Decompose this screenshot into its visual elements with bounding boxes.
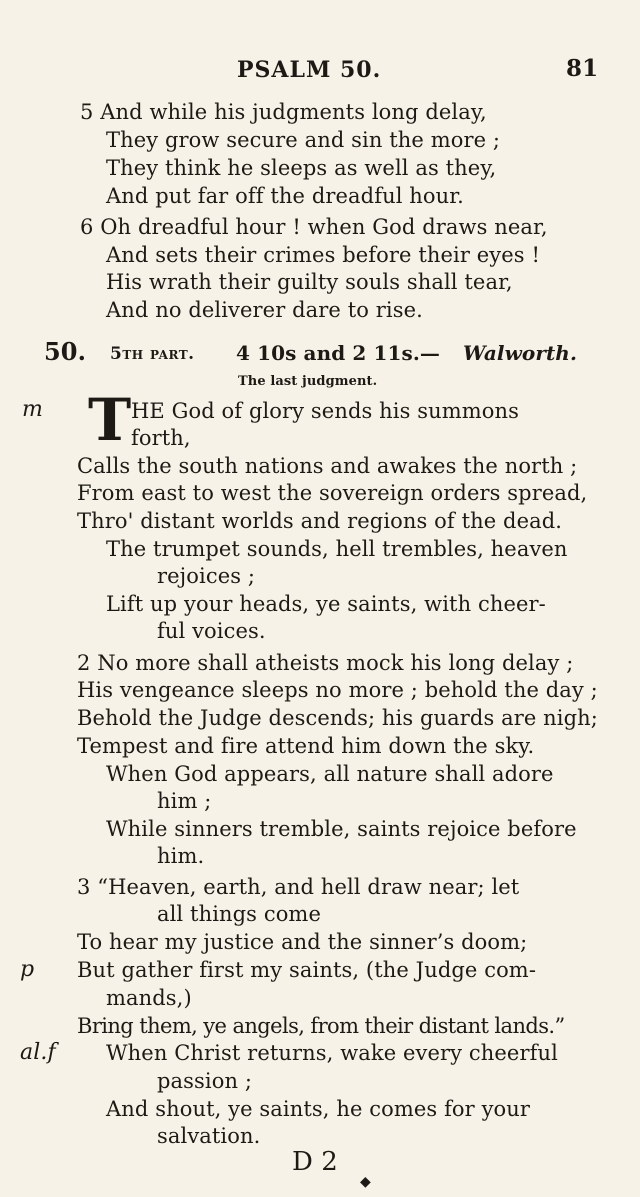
verse1-line9: ful voices. [157, 619, 266, 643]
verse1-line7: rejoices ; [157, 564, 256, 588]
verse2-line7: While sinners tremble, saints rejoice before [106, 817, 577, 841]
prev-verse5-line1: 5 And while his judgments long delay, [80, 100, 487, 124]
drop-cap: T [88, 386, 132, 454]
verse1-line4: From east to west the sovereign orders spread, [77, 481, 588, 505]
prev-verse6-line3: His wrath their guilty souls shall tear, [106, 270, 513, 294]
prev-verse5-line3: They think he sleeps as well as they, [106, 156, 497, 180]
page-header-title: PSALM 50. [237, 57, 382, 83]
hymn-part: 5th part. [110, 344, 195, 364]
signature-mark: D 2 [292, 1147, 338, 1177]
verse1-line1: HE God of glory sends his summons [131, 399, 520, 423]
verse3-line8: passion ; [157, 1069, 253, 1093]
verse1-line6: The trumpet sounds, hell trembles, heaven [106, 537, 568, 561]
verse2-line1: 2 No more shall atheists mock his long delay ; [77, 651, 574, 675]
dynamic-mark-alf: al.f [20, 1040, 56, 1065]
page-number: 81 [566, 55, 599, 82]
verse2-line4: Tempest and fire attend him down the sky. [77, 734, 535, 758]
prev-verse5-line2: They grow secure and sin the more ; [106, 128, 501, 152]
verse3-line4: But gather first my saints, (the Judge com- [77, 958, 537, 982]
hymn-subtitle: The last judgment. [238, 374, 378, 389]
verse3-line6: Bring them, ye angels, from their distant lands.” [77, 1014, 565, 1038]
verse1-line8: Lift up your heads, ye saints, with cheer- [106, 592, 546, 616]
verse3-line2: all things come [157, 902, 321, 926]
prev-verse5-line4: And put far off the dreadful hour. [106, 184, 464, 208]
verse1-line5: Thro' distant worlds and regions of the dead. [77, 509, 563, 533]
prev-verse6-line4: And no deliverer dare to rise. [106, 298, 423, 322]
verse2-line5: When God appears, all nature shall adore [106, 762, 554, 786]
verse3-line10: salvation. [157, 1124, 261, 1148]
dynamic-mark-m: m [22, 397, 43, 422]
dynamic-mark-p: p [20, 957, 35, 982]
verse3-line3: To hear my justice and the sinner’s doom; [77, 930, 528, 954]
verse2-line2: His vengeance sleeps no more ; behold the day ; [77, 678, 598, 702]
hymn-number: 50. [44, 337, 87, 366]
verse2-line6: him ; [157, 789, 212, 813]
hymn-tune: Walworth. [463, 341, 578, 365]
hymn-meter: 4 10s and 2 11s.— [236, 341, 441, 365]
prev-verse6-line1: 6 Oh dreadful hour ! when God draws near, [80, 215, 548, 239]
verse3-line9: And shout, ye saints, he comes for your [106, 1097, 531, 1121]
verse3-line1: 3 “Heaven, earth, and hell draw near; let [77, 875, 520, 899]
printer-mark: ◆ [360, 1174, 371, 1190]
verse1-line2: forth, [131, 426, 191, 450]
verse3-line7: When Christ returns, wake every cheerful [106, 1041, 558, 1065]
verse2-line3: Behold the Judge descends; his guards are nigh; [77, 706, 598, 730]
verse1-line3: Calls the south nations and awakes the north ; [77, 454, 578, 478]
prev-verse6-line2: And sets their crimes before their eyes ! [106, 243, 540, 267]
verse3-line5: mands,) [106, 986, 192, 1010]
verse2-line8: him. [157, 844, 205, 868]
